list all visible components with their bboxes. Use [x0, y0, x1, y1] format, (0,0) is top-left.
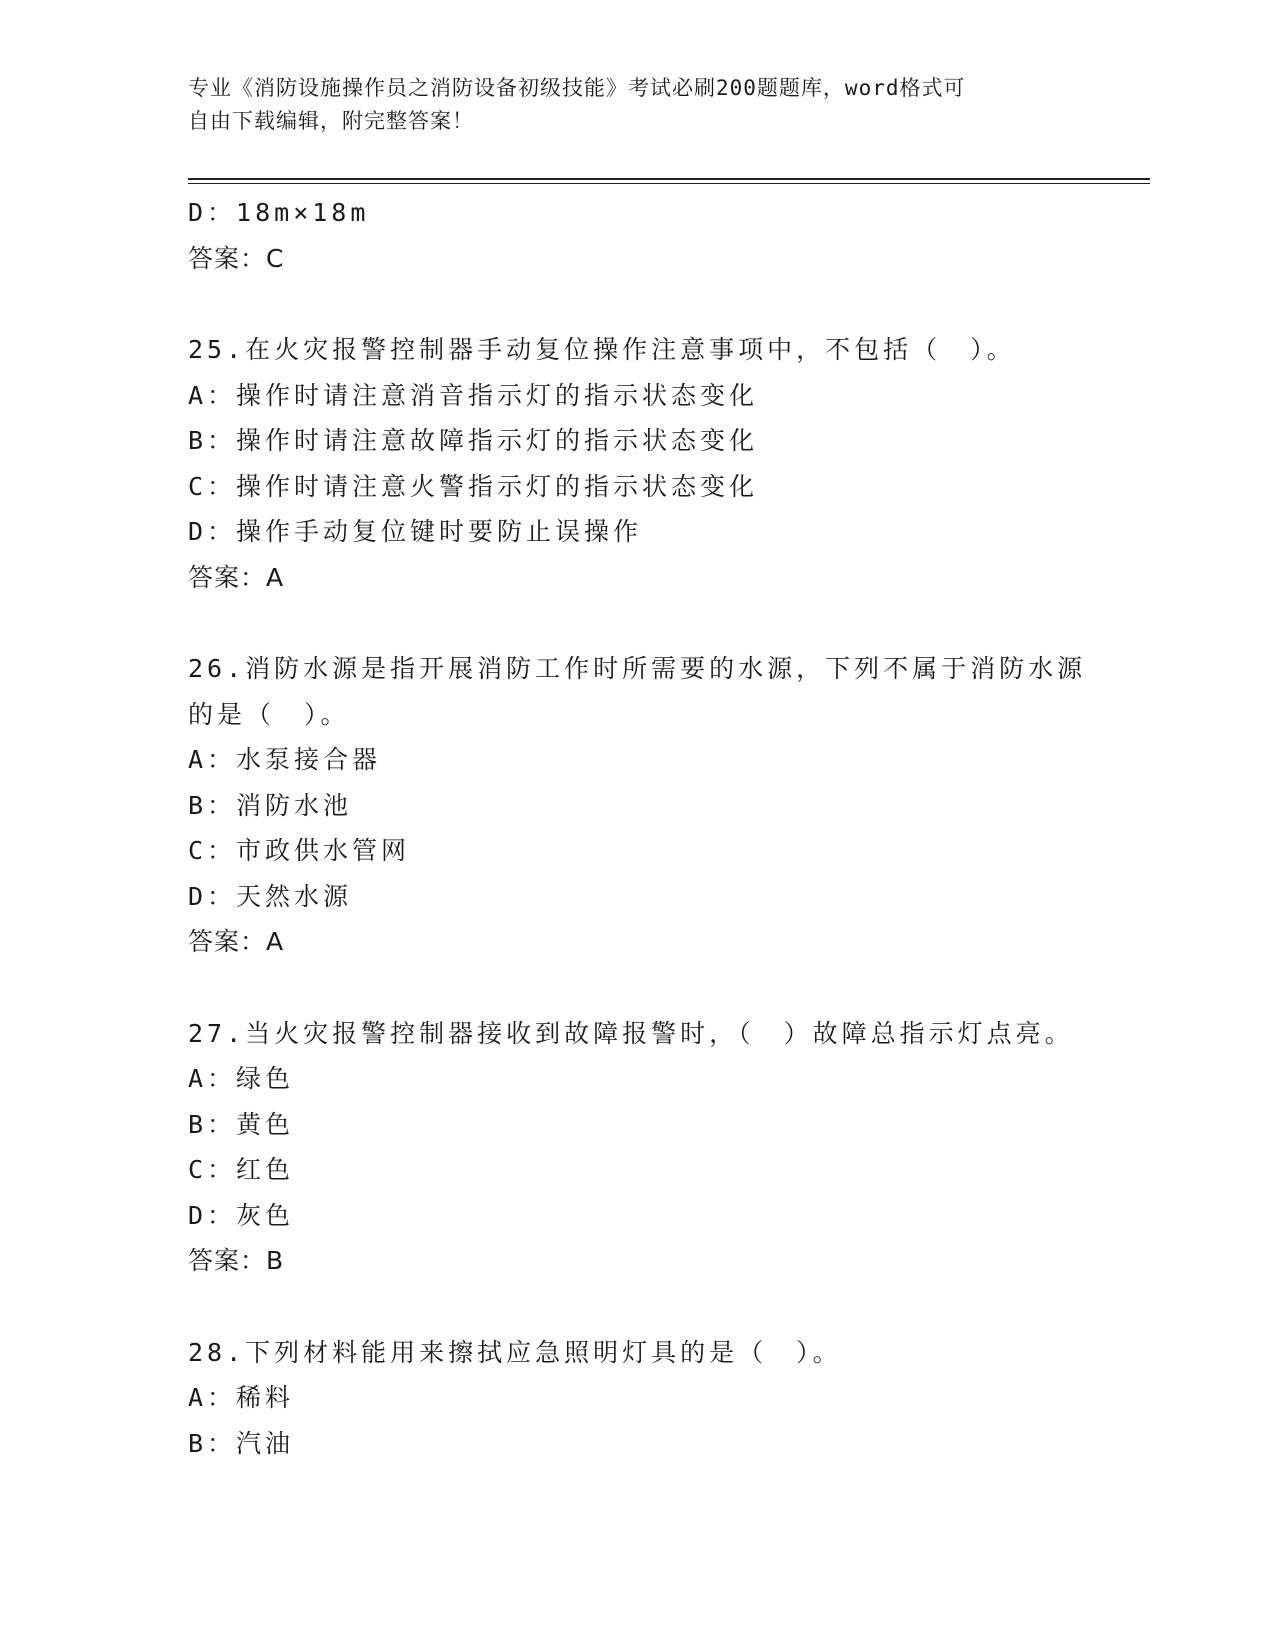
answer: 答案：B	[188, 1246, 285, 1275]
option-c: C：红色	[188, 1155, 295, 1184]
option-d: D：操作手动复位键时要防止误操作	[188, 517, 643, 546]
spacer	[188, 1284, 1150, 1330]
option-b: B：操作时请注意故障指示灯的指示状态变化	[188, 426, 759, 455]
option-a: A：绿色	[188, 1064, 295, 1093]
answer: 答案：A	[188, 562, 285, 592]
option-a: A：水泵接合器	[188, 745, 382, 774]
option-a: A：操作时请注意消音指示灯的指示状态变化	[188, 380, 759, 410]
header-rule-thick	[188, 178, 1150, 180]
question-stem-line-2: 的是（ ）。	[188, 699, 350, 729]
option-d: D：18m×18m	[188, 198, 370, 227]
question-stem-line-1: 26.消防水源是指开展消防工作时所需要的水源，下列不属于消防水源	[188, 654, 1087, 683]
option-b: B：黄色	[188, 1109, 295, 1139]
document-page	[188, 0, 1150, 1650]
question-26	[188, 646, 1150, 965]
question-stem: 25.在火灾报警控制器手动复位操作注意事项中，不包括（ ）。	[188, 335, 1016, 364]
answer: 答案：A	[188, 927, 285, 956]
option-c: C：市政供水管网	[188, 836, 411, 865]
option-d: D：灰色	[188, 1200, 295, 1230]
page-header	[188, 72, 1088, 138]
question-stem: 28.下列材料能用来擦拭应急照明灯具的是（ ）。	[188, 1337, 842, 1367]
option-b: B：消防水池	[188, 790, 353, 820]
question-28	[188, 1330, 1150, 1467]
question-24	[188, 190, 1150, 281]
answer: 答案：C	[188, 243, 285, 273]
spacer	[188, 965, 1150, 1011]
header-rule-thin	[188, 183, 1150, 184]
question-list	[188, 190, 1150, 1466]
option-b: B：汽油	[188, 1428, 295, 1458]
question-27	[188, 1011, 1150, 1284]
question-stem: 27.当火灾报警控制器接收到故障报警时，（ ）故障总指示灯点亮。	[188, 1018, 1074, 1048]
spacer	[188, 281, 1150, 327]
option-c: C：操作时请注意火警指示灯的指示状态变化	[188, 471, 759, 501]
header-line-1: 专业《消防设施操作员之消防设备初级技能》考试必刷200题题库，word格式可	[188, 76, 966, 100]
question-25	[188, 327, 1150, 600]
option-d: D：天然水源	[188, 881, 353, 911]
header-line-2: 自由下载编辑，附完整答案！	[188, 109, 474, 133]
spacer	[188, 600, 1150, 646]
option-a: A：稀料	[188, 1383, 295, 1412]
